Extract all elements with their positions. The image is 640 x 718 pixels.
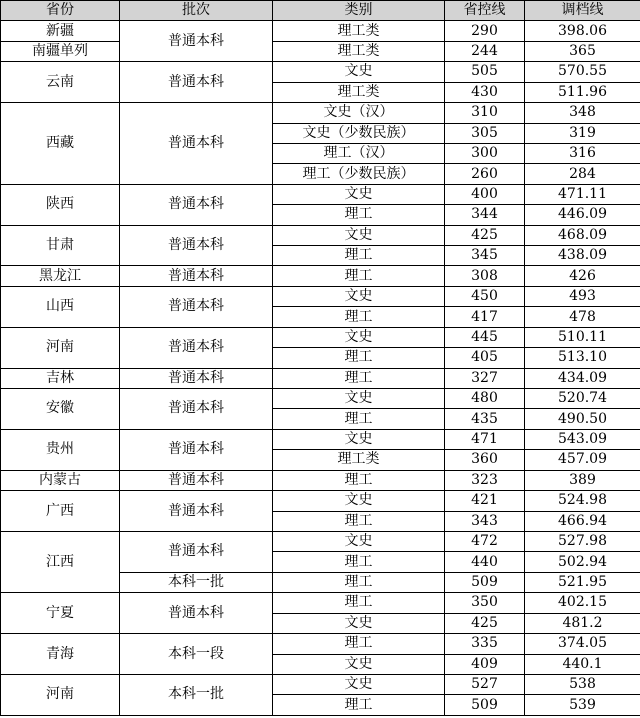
header-control-line: 省控线 [445, 1, 525, 21]
table-row [1, 491, 640, 511]
batch-cell: 普通本科 [120, 389, 273, 430]
admission-line-cell: 527.98 [525, 531, 640, 551]
type-cell: 理工 [273, 368, 445, 388]
type-cell: 理工 [273, 348, 445, 368]
table-row [1, 429, 640, 449]
province-cell: 山西 [1, 286, 120, 327]
admission-line-cell: 471.11 [525, 184, 640, 204]
province-cell: 甘肃 [1, 225, 120, 266]
type-cell: 理工 [273, 205, 445, 225]
type-cell: 理工类 [273, 41, 445, 61]
control-line-cell: 417 [445, 307, 525, 327]
admission-line-cell: 520.74 [525, 389, 640, 409]
control-line-cell: 300 [445, 143, 525, 163]
table-row [1, 327, 640, 347]
type-cell: 理工 [273, 593, 445, 613]
table-row [1, 674, 640, 694]
type-cell: 理工 [273, 552, 445, 572]
admission-line-cell: 434.09 [525, 368, 640, 388]
admission-line-cell: 440.1 [525, 654, 640, 674]
batch-cell: 普通本科 [120, 21, 273, 62]
header-batch: 批次 [120, 1, 273, 21]
control-line-cell: 421 [445, 491, 525, 511]
control-line-cell: 435 [445, 409, 525, 429]
batch-cell: 普通本科 [120, 184, 273, 225]
type-cell: 文史 [273, 225, 445, 245]
control-line-cell: 323 [445, 470, 525, 490]
control-line-cell: 509 [445, 695, 525, 715]
admission-line-cell: 284 [525, 164, 640, 184]
admission-line-cell: 513.10 [525, 348, 640, 368]
type-cell: 文史 [273, 654, 445, 674]
province-cell: 江西 [1, 531, 120, 592]
batch-cell: 本科一段 [120, 634, 273, 675]
batch-cell: 普通本科 [120, 103, 273, 185]
batch-cell: 普通本科 [120, 429, 273, 470]
batch-cell: 普通本科 [120, 327, 273, 368]
control-line-cell: 440 [445, 552, 525, 572]
control-line-cell: 472 [445, 531, 525, 551]
table-row [1, 266, 640, 286]
control-line-cell: 344 [445, 205, 525, 225]
admission-line-cell: 478 [525, 307, 640, 327]
province-cell: 宁夏 [1, 593, 120, 634]
control-line-cell: 345 [445, 246, 525, 266]
type-cell: 理工 [273, 511, 445, 531]
admission-line-cell: 316 [525, 143, 640, 163]
batch-cell: 普通本科 [120, 62, 273, 103]
control-line-cell: 471 [445, 429, 525, 449]
type-cell: 文史 [273, 327, 445, 347]
control-line-cell: 350 [445, 593, 525, 613]
admission-line-cell: 490.50 [525, 409, 640, 429]
control-line-cell: 260 [445, 164, 525, 184]
batch-cell: 普通本科 [120, 286, 273, 327]
type-cell: 文史 [273, 531, 445, 551]
type-cell: 理工 [273, 634, 445, 654]
control-line-cell: 445 [445, 327, 525, 347]
admission-line-cell: 521.95 [525, 572, 640, 592]
admission-line-cell: 365 [525, 41, 640, 61]
batch-cell: 普通本科 [120, 531, 273, 572]
type-cell: 文史 [273, 674, 445, 694]
control-line-cell: 290 [445, 21, 525, 41]
admission-line-cell: 570.55 [525, 62, 640, 82]
table-row [1, 225, 640, 245]
province-cell: 新疆 [1, 21, 120, 41]
control-line-cell: 430 [445, 82, 525, 102]
control-line-cell: 400 [445, 184, 525, 204]
type-cell: 文史 [273, 62, 445, 82]
province-cell: 河南 [1, 674, 120, 715]
control-line-cell: 480 [445, 389, 525, 409]
batch-cell: 普通本科 [120, 491, 273, 532]
type-cell: 理工类 [273, 21, 445, 41]
batch-cell: 普通本科 [120, 593, 273, 634]
type-cell: 理工 [273, 695, 445, 715]
province-cell: 安徽 [1, 389, 120, 430]
admission-line-cell: 389 [525, 470, 640, 490]
control-line-cell: 450 [445, 286, 525, 306]
control-line-cell: 425 [445, 225, 525, 245]
admission-line-cell: 402.15 [525, 593, 640, 613]
type-cell: 文史（汉） [273, 103, 445, 123]
control-line-cell: 343 [445, 511, 525, 531]
type-cell: 理工 [273, 246, 445, 266]
table-row [1, 634, 640, 654]
province-cell: 西藏 [1, 103, 120, 185]
control-line-cell: 509 [445, 572, 525, 592]
province-cell: 吉林 [1, 368, 120, 388]
type-cell: 理工类 [273, 82, 445, 102]
header-admission-line: 调档线 [525, 1, 640, 21]
batch-cell: 普通本科 [120, 470, 273, 490]
province-cell: 陕西 [1, 184, 120, 225]
admission-line-cell: 524.98 [525, 491, 640, 511]
admission-line-cell: 493 [525, 286, 640, 306]
type-cell: 理工 [273, 470, 445, 490]
control-line-cell: 327 [445, 368, 525, 388]
admission-line-cell: 538 [525, 674, 640, 694]
table-row [1, 368, 640, 388]
admission-line-cell: 398.06 [525, 21, 640, 41]
type-cell: 理工 [273, 307, 445, 327]
admission-line-cell: 319 [525, 123, 640, 143]
batch-cell: 本科一批 [120, 572, 273, 592]
province-cell: 青海 [1, 634, 120, 675]
admission-line-cell: 348 [525, 103, 640, 123]
header-row [1, 1, 640, 21]
control-line-cell: 409 [445, 654, 525, 674]
province-cell: 南疆单列 [1, 41, 120, 61]
admission-line-cell: 468.09 [525, 225, 640, 245]
admission-line-cell: 502.94 [525, 552, 640, 572]
table-row [1, 41, 640, 61]
province-cell: 云南 [1, 62, 120, 103]
table-row [1, 103, 640, 123]
control-line-cell: 360 [445, 450, 525, 470]
type-cell: 理工 [273, 409, 445, 429]
type-cell: 文史 [273, 184, 445, 204]
table-row [1, 286, 640, 306]
admission-line-cell: 426 [525, 266, 640, 286]
admission-line-cell: 511.96 [525, 82, 640, 102]
batch-cell: 普通本科 [120, 225, 273, 266]
admission-line-cell: 446.09 [525, 205, 640, 225]
type-cell: 文史 [273, 389, 445, 409]
type-cell: 文史 [273, 286, 445, 306]
admission-line-cell: 539 [525, 695, 640, 715]
control-line-cell: 527 [445, 674, 525, 694]
province-cell: 广西 [1, 491, 120, 532]
type-cell: 理工（汉） [273, 143, 445, 163]
type-cell: 理工类 [273, 450, 445, 470]
table-row [1, 389, 640, 409]
table-row [1, 62, 640, 82]
admission-line-cell: 510.11 [525, 327, 640, 347]
type-cell: 理工 [273, 572, 445, 592]
control-line-cell: 505 [445, 62, 525, 82]
type-cell: 文史 [273, 491, 445, 511]
table-row [1, 470, 640, 490]
province-cell: 贵州 [1, 429, 120, 470]
type-cell: 文史（少数民族） [273, 123, 445, 143]
control-line-cell: 305 [445, 123, 525, 143]
table-row [1, 184, 640, 204]
control-line-cell: 335 [445, 634, 525, 654]
batch-cell: 本科一批 [120, 674, 273, 715]
type-cell: 文史 [273, 613, 445, 633]
admission-line-cell: 457.09 [525, 450, 640, 470]
control-line-cell: 405 [445, 348, 525, 368]
header-province: 省份 [1, 1, 120, 21]
control-line-cell: 310 [445, 103, 525, 123]
table-row [1, 531, 640, 551]
type-cell: 文史 [273, 429, 445, 449]
control-line-cell: 244 [445, 41, 525, 61]
control-line-cell: 308 [445, 266, 525, 286]
header-type: 类别 [273, 1, 445, 21]
admission-line-cell: 374.05 [525, 634, 640, 654]
batch-cell: 普通本科 [120, 266, 273, 286]
type-cell: 理工（少数民族） [273, 164, 445, 184]
province-cell: 河南 [1, 327, 120, 368]
admission-line-cell: 438.09 [525, 246, 640, 266]
control-line-cell: 425 [445, 613, 525, 633]
admission-line-cell: 481.2 [525, 613, 640, 633]
type-cell: 理工 [273, 266, 445, 286]
admission-line-cell: 543.09 [525, 429, 640, 449]
batch-cell: 普通本科 [120, 368, 273, 388]
table-row [1, 21, 640, 41]
admission-line-cell: 466.94 [525, 511, 640, 531]
table-row [1, 593, 640, 613]
province-cell: 黑龙江 [1, 266, 120, 286]
province-cell: 内蒙古 [1, 470, 120, 490]
